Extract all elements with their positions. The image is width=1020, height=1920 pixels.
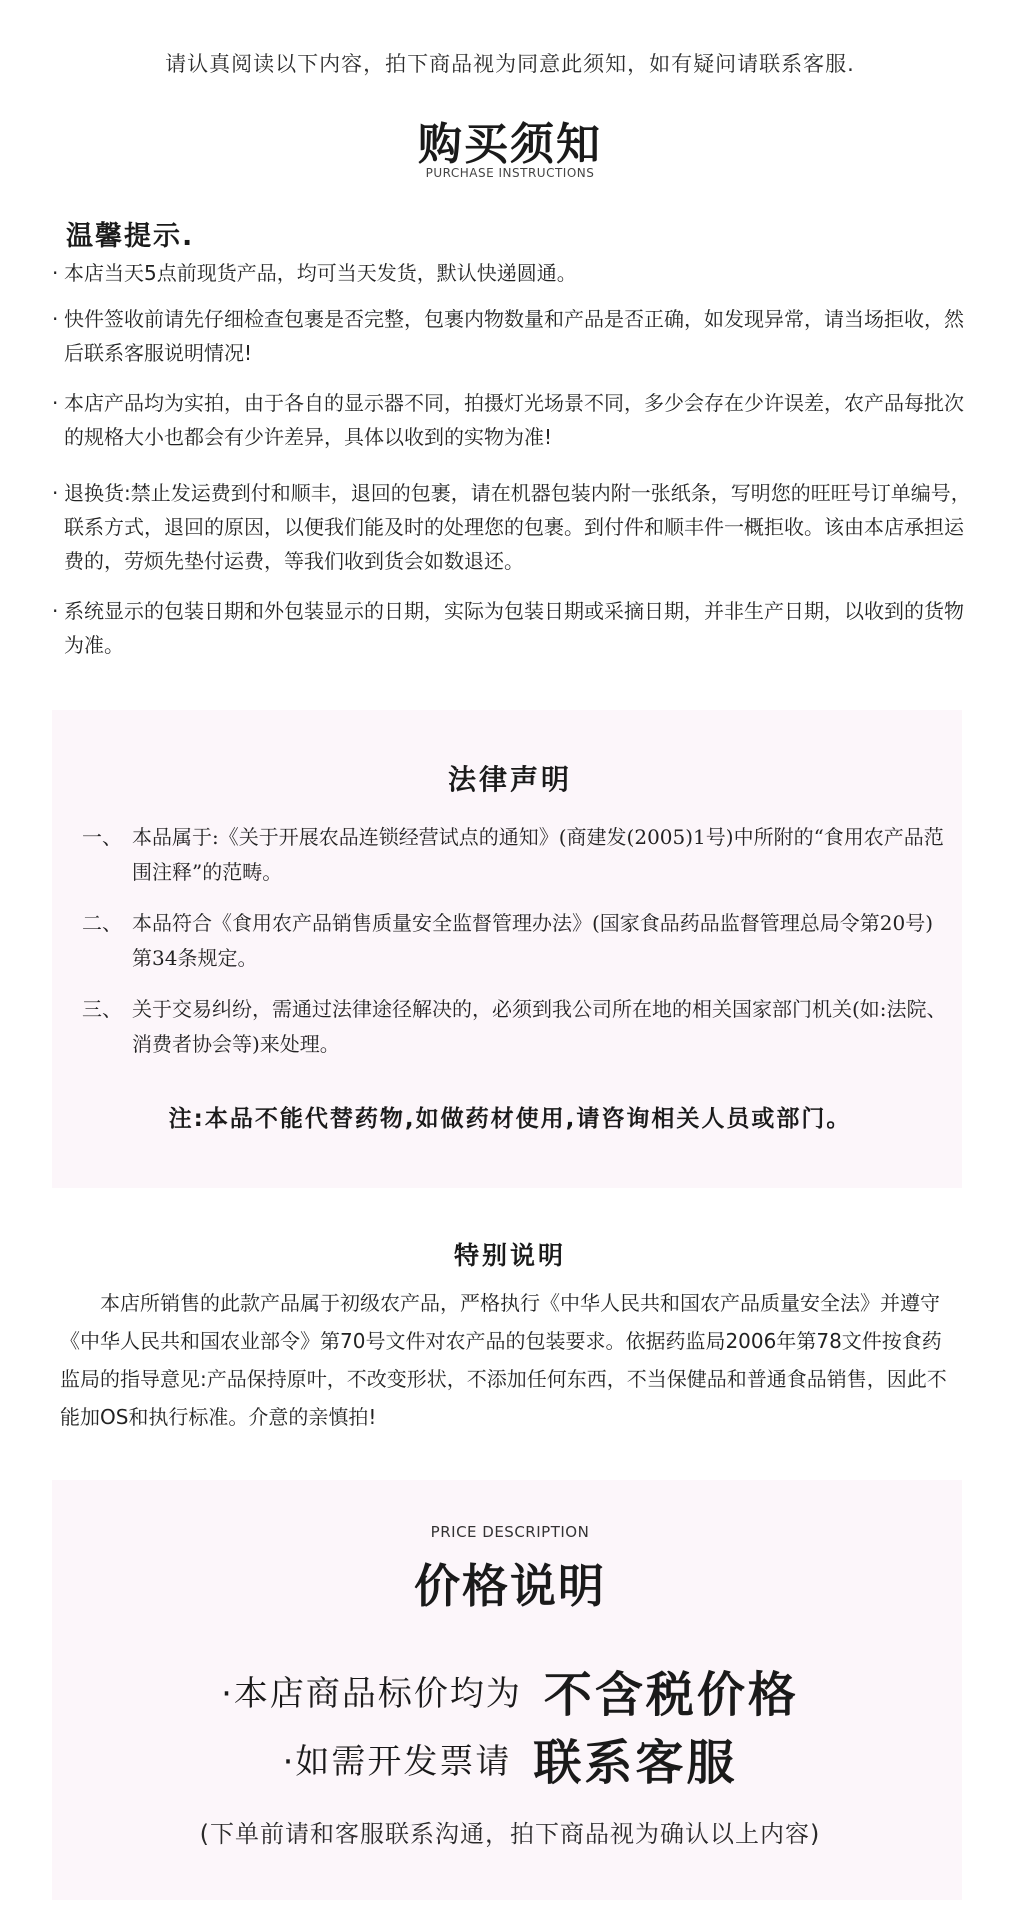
special-body: 本店所销售的此款产品属于初级农产品，严格执行《中华人民共和国农产品质量安全法》并遵守《中华人民共和国农业部令》第70号文件对农产品的包装要求。依据药监局2006年第78文件按食药监局的指导意见:产品保持原叶，不改变形状，不添加任何东西，不当保健品和普通食品销售，因此不能加OS和执行标准。介意的亲慎拍! — [60, 1291, 947, 1429]
price-line-label: ·本店商品标价均为 — [221, 1674, 522, 1714]
price-line-invoice — [0, 1724, 1020, 1793]
price-footnote: (下单前请和客服联系沟通，拍下商品视为确认以上内容) — [199, 1820, 821, 1848]
legal-item-number: 一、 — [82, 825, 122, 849]
tip-text: 本店当天5点前现货产品，均可当天发货，默认快递圆通。 — [64, 261, 577, 285]
bullet-icon: · — [52, 261, 59, 285]
tips-heading: 温馨提示. — [66, 221, 195, 252]
tip-item — [52, 302, 972, 370]
legal-item-number: 三、 — [82, 997, 122, 1021]
tip-item — [52, 594, 972, 662]
legal-note: 注:本品不能代替药物,如做药材使用,请咨询相关人员或部门。 — [168, 1106, 852, 1132]
legal-item — [82, 906, 952, 976]
legal-item-number: 二、 — [82, 911, 122, 935]
special-title: 特别说明 — [453, 1241, 566, 1270]
tip-item — [52, 256, 972, 290]
price-line-label: ·如需开发票请 — [282, 1742, 512, 1782]
legal-item-text: 本品属于:《关于开展农品连锁经营试点的通知》(商建发(2005)1号)中所附的“食用农产品范围注释”的范畴。 — [132, 825, 944, 884]
page-subtitle: PURCHASE INSTRUCTIONS — [425, 166, 595, 180]
page-title: 购买须知 — [418, 119, 602, 170]
tip-item — [52, 476, 972, 578]
legal-item-text: 本品符合《食用农产品销售质量安全监督管理办法》(国家食品药品监督管理总局令第20号)第34条规定。 — [132, 911, 934, 970]
legal-title: 法律声明 — [447, 763, 572, 796]
top-notice: 请认真阅读以下内容，拍下商品视为同意此须知，如有疑问请联系客服. — [165, 52, 855, 76]
price-title: 价格说明 — [414, 1559, 606, 1613]
legal-item-text: 关于交易纠纷，需通过法律途径解决的，必须到我公司所在地的相关国家部门机关(如:法院、消费者协会等)来处理。 — [132, 997, 947, 1056]
tip-text: 系统显示的包装日期和外包装显示的日期，实际为包装日期或采摘日期，并非生产日期，以收到的货物为准。 — [64, 599, 964, 657]
price-line-emphasis: 不含税价格 — [543, 1667, 799, 1723]
bullet-icon: · — [52, 391, 59, 415]
tip-text: 本店产品均为实拍，由于各自的显示器不同，拍摄灯光场景不同，多少会存在少许误差，农产品每批次的规格大小也都会有少许差异，具体以收到的实物为准! — [64, 391, 964, 449]
bullet-icon: · — [52, 307, 59, 331]
tip-text: 快件签收前请先仔细检查包裹是否完整，包裹内物数量和产品是否正确，如发现异常，请当场拒收，然后联系客服说明情况! — [64, 307, 964, 365]
legal-item — [82, 820, 952, 890]
tip-item — [52, 386, 972, 454]
tip-text: 退换货:禁止发运费到付和顺丰，退回的包裹，请在机器包装内附一张纸条，写明您的旺旺号订单编号，联系方式，退回的原因，以便我们能及时的处理您的包裹。到付件和顺丰件一概拒收。该由本店承担运费的，劳烦先垫付运费，等我们收到货会如数退还。 — [64, 481, 971, 573]
price-subtitle: PRICE DESCRIPTION — [430, 1523, 590, 1541]
price-line-tax — [0, 1656, 1020, 1725]
bullet-icon: · — [52, 599, 59, 623]
price-line-emphasis: 联系客服 — [533, 1735, 738, 1791]
bullet-icon: · — [52, 481, 59, 505]
legal-item — [82, 992, 952, 1062]
